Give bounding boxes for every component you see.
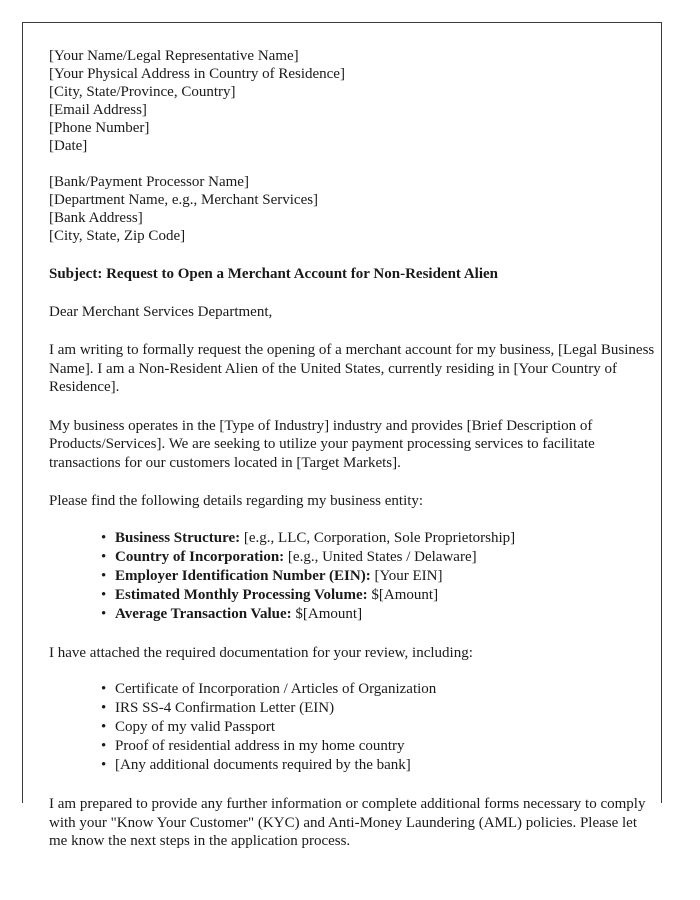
subject-line: Subject: Request to Open a Merchant Account for Non-Resident Alien — [49, 266, 499, 282]
spacer — [49, 775, 633, 795]
attachments-intro: I have attached the required documentation for your review, including: — [49, 644, 473, 661]
recipient-line: [Bank Address] — [49, 210, 143, 226]
paragraph-business-overview: My business operates in the [Type of Industry] industry and provides [Brief Description of Products/Services]. We are seeking to utilize your payment processing services to facilitate transactions for our customers located in [Target Markets]. — [49, 417, 595, 471]
detail-label: Average Transaction Value: — [115, 605, 292, 622]
list-item: • IRS SS-4 Confirmation Letter (EIN) — [101, 699, 633, 718]
salutation: Dear Merchant Services Department, — [49, 304, 273, 320]
list-item: • Certificate of Incorporation / Articles of Organization — [101, 680, 633, 699]
spacer — [49, 662, 633, 680]
spacer — [49, 397, 633, 417]
list-item — [101, 586, 633, 605]
detail-label: Country of Incorporation: — [115, 548, 285, 565]
detail-label: Business Structure: — [115, 529, 241, 546]
detail-label: Employer Identification Number (EIN): — [115, 567, 371, 584]
recipient-address-block — [49, 173, 633, 245]
sender-line: [Date] — [49, 138, 88, 154]
recipient-line: [City, State, Zip Code] — [49, 228, 186, 244]
sender-address-block — [49, 47, 633, 155]
detail-value: $[Amount] — [371, 586, 439, 603]
paragraph-compliance: I am prepared to provide any further information or complete additional forms necessary to comply with your "Know Your Customer" (KYC) and Anti-Money Laundering (AML) policies. Please let me know the next steps in the application process. — [49, 796, 646, 849]
list-item: • Copy of my valid Passport — [101, 718, 633, 737]
recipient-line: [Bank/Payment Processor Name] — [49, 174, 249, 190]
list-item: • Proof of residential address in my home country — [101, 737, 633, 756]
sender-line: [Email Address] — [49, 102, 147, 118]
detail-label: Estimated Monthly Processing Volume: — [115, 586, 368, 603]
business-details-intro: Please find the following details regarding my business entity: — [49, 493, 424, 509]
spacer — [49, 472, 633, 492]
detail-value: [e.g., LLC, Corporation, Sole Proprietorship] — [243, 529, 516, 546]
spacer — [49, 321, 633, 341]
sender-line: [Phone Number] — [49, 120, 150, 136]
recipient-line: [Department Name, e.g., Merchant Services] — [49, 192, 319, 208]
detail-value: $[Amount] — [295, 605, 363, 622]
detail-value: [e.g., United States / Delaware] — [287, 548, 477, 565]
list-item: • [Any additional documents required by the bank] — [101, 756, 633, 775]
sender-line: [City, State/Province, Country] — [49, 84, 236, 100]
attachments-list — [49, 680, 633, 775]
spacer — [49, 155, 633, 173]
spacer — [49, 511, 633, 529]
detail-value: [Your EIN] — [374, 567, 443, 584]
paragraph-intro: I am writing to formally request the opening of a merchant account for my business, [Legal Business Name]. I am a Non-Resident Alien of the United States, currently residing in [Your Country of Residence]. — [49, 342, 655, 395]
spacer — [49, 245, 633, 265]
document-page — [22, 22, 662, 849]
document-body — [23, 23, 661, 851]
list-item — [101, 605, 633, 624]
list-item — [101, 567, 633, 586]
sender-line: [Your Name/Legal Representative Name] — [49, 48, 299, 64]
sender-line: [Your Physical Address in Country of Residence] — [49, 66, 345, 82]
spacer — [49, 624, 633, 644]
business-details-list — [49, 529, 633, 624]
list-item — [101, 548, 633, 567]
list-item — [101, 529, 633, 548]
spacer — [49, 283, 633, 303]
